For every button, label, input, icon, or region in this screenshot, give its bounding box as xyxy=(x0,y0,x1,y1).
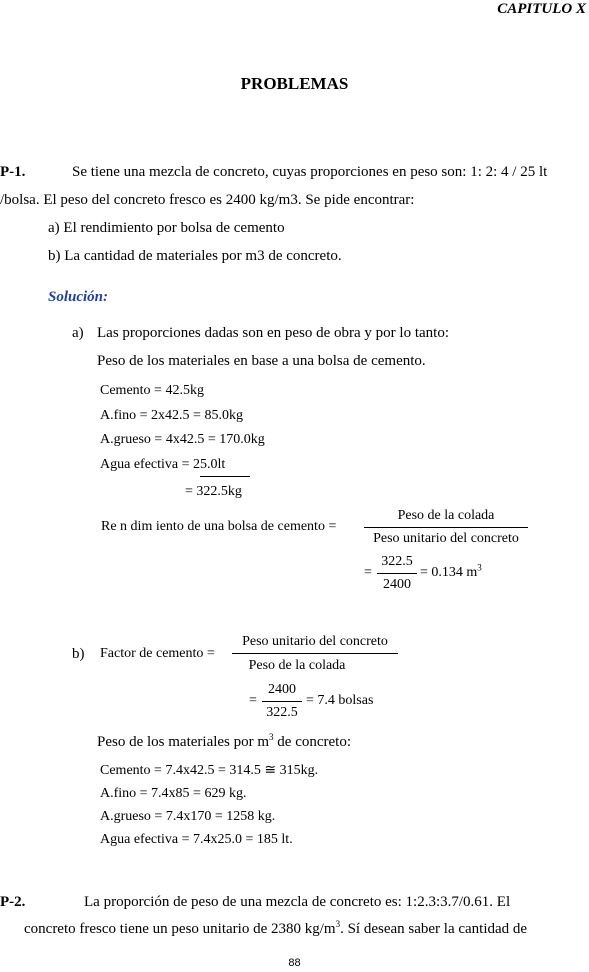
equation-sum: = 322.5kg xyxy=(185,484,242,499)
page-number: 88 xyxy=(288,957,301,969)
part-label: a) xyxy=(72,325,84,341)
equals-sign: = xyxy=(249,693,257,708)
equation: Cemento = 7.4x42.5 = 314.5 ≅ 315kg. xyxy=(100,763,319,778)
fraction-denominator: Peso de la colada xyxy=(248,658,346,673)
fraction-numerator: Peso de la colada xyxy=(397,508,495,523)
fraction-numerator: 322.5 xyxy=(381,554,413,569)
subtext-pre: Peso de los materiales por m xyxy=(97,734,270,750)
fraction-denominator: Peso unitario del concreto xyxy=(373,531,519,546)
equation: A.grueso = 7.4x170 = 1258 kg. xyxy=(100,809,276,824)
part-text: Las proporciones dadas son en peso de obra y por lo tanto: xyxy=(97,325,449,341)
rendimiento-lhs: Re n dim iento de una bolsa de cemento = xyxy=(101,519,337,534)
problem-text: Se tiene una mezcla de concreto, cuyas proporciones en peso son: 1: 2: 4 / 25 lt xyxy=(72,164,548,180)
subtext-post: de concreto: xyxy=(273,734,352,750)
fraction-numerator: Peso unitario del concreto xyxy=(242,634,388,649)
fraction-bar xyxy=(262,701,302,702)
text-post: . Sí desean saber la cantidad de xyxy=(340,921,528,937)
exponent: 3 xyxy=(477,562,482,573)
rendimiento-result xyxy=(420,564,482,581)
equation: A.fino = 7.4x85 = 629 kg. xyxy=(100,786,247,801)
equation: Agua efectiva = 25.0lt xyxy=(100,457,226,472)
problem-text: La proporción de peso de una mezcla de concreto es: 1:2.3:3.7/0.61. El xyxy=(84,894,511,910)
problem-text xyxy=(24,920,527,938)
chapter-header: CAPITULO X xyxy=(497,1,586,17)
fraction-numerator: 2400 xyxy=(268,682,296,697)
result-value: = 0.134 m xyxy=(420,565,478,580)
problem-label: P-1. xyxy=(0,164,26,180)
problem-item: a) El rendimiento por bolsa de cemento xyxy=(48,220,285,236)
fraction-bar xyxy=(377,573,417,574)
problem-text: /bolsa. El peso del concreto fresco es 2400 kg/m3. Se pide encontrar: xyxy=(0,192,415,208)
equation: A.grueso = 4x42.5 = 170.0kg xyxy=(100,432,265,447)
fraction-bar xyxy=(364,527,528,528)
equation: Cemento = 42.5kg xyxy=(100,383,204,398)
exponent: 3 xyxy=(335,919,341,929)
solution-heading: Solución: xyxy=(48,289,109,305)
equation: Agua efectiva = 7.4x25.0 = 185 lt. xyxy=(100,832,293,847)
problem-label: P-2. xyxy=(0,894,26,910)
problem-item: b) La cantidad de materiales por m3 de concreto. xyxy=(48,248,342,264)
fraction-denominator: 322.5 xyxy=(266,705,298,720)
part-subtext xyxy=(97,733,351,751)
equation: A.fino = 2x42.5 = 85.0kg xyxy=(100,408,243,423)
sum-underline xyxy=(200,476,250,477)
fraction-bar xyxy=(232,653,398,654)
fraction-denominator: 2400 xyxy=(383,577,411,592)
part-subtext: Peso de los materiales en base a una bolsa de cemento. xyxy=(97,353,426,369)
text-pre: concreto fresco tiene un peso unitario de 2380 kg/m xyxy=(24,921,336,937)
part-label: b) xyxy=(72,646,85,662)
factor-cemento-result: = 7.4 bolsas xyxy=(306,693,374,708)
equals-sign: = xyxy=(364,565,372,580)
factor-cemento-lhs: Factor de cemento = xyxy=(100,646,215,661)
section-title: PROBLEMAS xyxy=(240,74,349,93)
exponent: 3 xyxy=(269,732,274,742)
